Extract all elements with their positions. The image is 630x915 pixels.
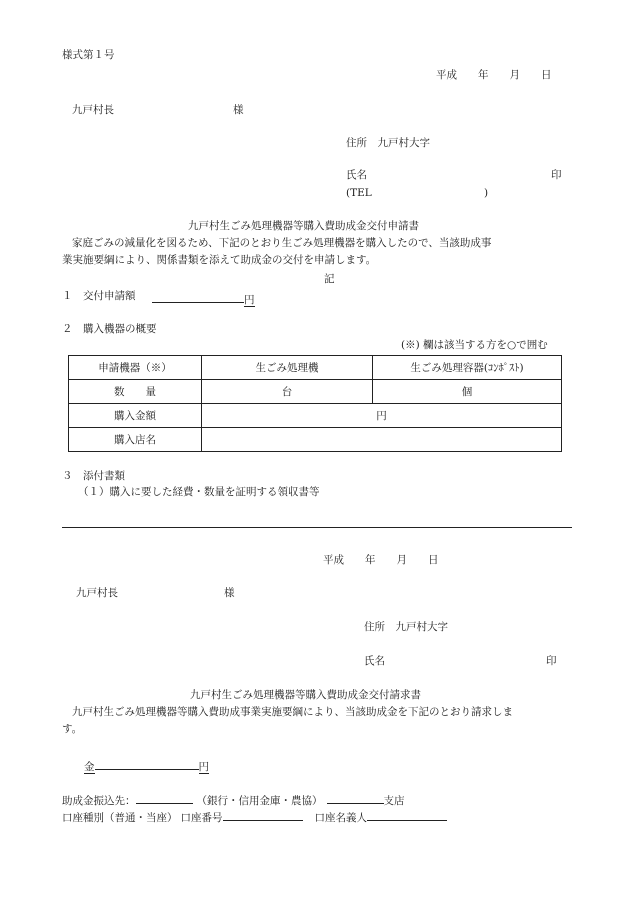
seal-mark: 印 — [551, 169, 562, 181]
bank-name-field[interactable] — [136, 792, 193, 804]
bank-label: 助成金振込先： — [62, 795, 136, 807]
qty-machine-cell[interactable]: 台 — [202, 380, 373, 404]
store-label: 購入店名 — [69, 428, 202, 452]
price-label: 購入金額 — [69, 404, 202, 428]
claim-name-label: 氏名 — [364, 655, 385, 667]
claim-address-label: 住所 九戸村大字 — [364, 621, 448, 633]
ki-mark: 記 — [324, 273, 335, 285]
section-divider — [62, 527, 572, 528]
bank-row — [62, 792, 405, 807]
form-number: 様式第１号 — [62, 49, 115, 61]
claim-amount-unit: 円 — [198, 761, 209, 773]
header-machine[interactable]: 生ごみ処理機 — [202, 356, 373, 380]
tel-open: (TEL — [346, 187, 372, 199]
body-line-1: 家庭ごみの減量化を図るため、下記のとおり生ごみ処理機器を購入したので、当該助成事 — [72, 237, 492, 249]
form-title: 九戸村生ごみ処理機器等購入費助成金交付申請書 — [188, 220, 419, 232]
item3-label: ３ 添付書類 — [62, 470, 125, 482]
account-holder-label: 口座名義人 — [314, 812, 367, 824]
header-device: 申請機器（※） — [69, 356, 202, 380]
account-holder-field[interactable] — [367, 809, 447, 821]
claim-addressee-name: 九戸村長 — [76, 587, 118, 599]
account-type: 口座種別（普通・当座） — [62, 812, 178, 824]
table-note: (※) 欄は該当する方を○で囲む — [401, 339, 548, 351]
claim-amount-prefix: 金 — [84, 761, 95, 773]
account-number-label: 口座番号 — [180, 812, 223, 824]
bank-types: （銀行・信用金庫・農協） — [196, 795, 323, 807]
claim-date-line: 平成 年 月 日 — [323, 554, 439, 566]
addressee-suffix: 様 — [233, 104, 244, 116]
name-label: 氏名 — [346, 169, 367, 181]
table-row — [69, 380, 562, 404]
account-row — [62, 809, 447, 824]
qty-container-cell[interactable]: 個 — [373, 380, 562, 404]
item1-unit: 円 — [244, 294, 255, 306]
address-label: 住所 九戸村大字 — [346, 137, 430, 149]
claim-body-line-2: す。 — [62, 723, 83, 735]
branch-name-field[interactable] — [327, 792, 384, 804]
claim-addressee-suffix: 様 — [224, 587, 235, 599]
branch-suffix: 支店 — [383, 795, 405, 807]
table-row — [69, 404, 562, 428]
table-row — [69, 356, 562, 380]
claim-seal-mark: 印 — [546, 655, 557, 667]
item3-sub: （１）購入に要した経費・数量を証明する領収書等 — [78, 486, 320, 498]
claim-amount-field[interactable] — [84, 758, 209, 773]
store-cell[interactable] — [202, 428, 562, 452]
item1-amount-field[interactable] — [152, 291, 255, 306]
item2-label: ２ 購入機器の概要 — [62, 323, 157, 335]
item1-label: １ 交付申請額 — [62, 290, 136, 302]
qty-label: 数 量 — [69, 380, 202, 404]
claim-title: 九戸村生ごみ処理機器等購入費助成金交付請求書 — [190, 689, 421, 701]
addressee-name: 九戸村長 — [72, 104, 114, 116]
account-number-field[interactable] — [223, 809, 303, 821]
body-line-2: 業実施要綱により、関係書類を添えて助成金の交付を申請します。 — [62, 254, 377, 266]
header-container[interactable]: 生ごみ処理容器(ｺﾝﾎﾟｽﾄ) — [373, 356, 562, 380]
claim-body-line-1: 九戸村生ごみ処理機器等購入費助成事業実施要綱により、当該助成金を下記のとおり請求しま — [72, 706, 513, 718]
price-cell[interactable]: 円 — [202, 404, 562, 428]
date-line: 平成 年 月 日 — [436, 69, 552, 81]
equipment-table — [68, 355, 562, 452]
tel-close: ) — [484, 187, 489, 199]
table-row — [69, 428, 562, 452]
